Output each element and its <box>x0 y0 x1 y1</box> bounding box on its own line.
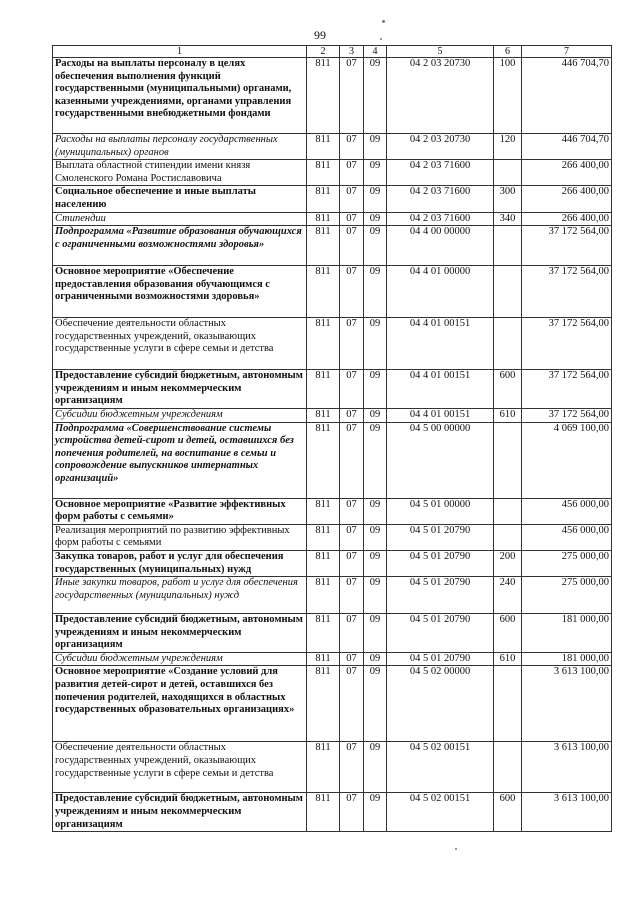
row-name: Подпрограмма «Развитие образования обучающихся с ограниченными возможностями здоровья» <box>53 226 307 266</box>
target-article-code: 04 5 01 20790 <box>387 652 494 666</box>
section-code: 07 <box>340 408 364 422</box>
amount: 456 000,00 <box>522 498 612 524</box>
ministry-code: 811 <box>307 614 340 653</box>
table-row <box>53 666 612 742</box>
ministry-code: 811 <box>307 58 340 134</box>
table-row <box>53 212 612 226</box>
table-row <box>53 524 612 550</box>
ministry-code: 811 <box>307 160 340 186</box>
section-code: 07 <box>340 742 364 793</box>
expense-type-code <box>494 226 522 266</box>
scan-speck <box>382 20 385 23</box>
amount: 446 704,70 <box>522 58 612 134</box>
target-article-code: 04 5 02 00000 <box>387 666 494 742</box>
table-row <box>53 318 612 370</box>
section-code: 07 <box>340 226 364 266</box>
ministry-code: 811 <box>307 422 340 498</box>
row-name: Основное мероприятие «Развитие эффективных форм работы с семьями» <box>53 498 307 524</box>
row-name: Расходы на выплаты персоналу государственных (муниципальных) органов <box>53 134 307 160</box>
section-code: 07 <box>340 134 364 160</box>
subsection-code: 09 <box>364 524 387 550</box>
table-row <box>53 266 612 318</box>
subsection-code: 09 <box>364 266 387 318</box>
section-code: 07 <box>340 652 364 666</box>
expense-type-code: 120 <box>494 134 522 160</box>
table-row <box>53 408 612 422</box>
section-code: 07 <box>340 793 364 832</box>
ministry-code: 811 <box>307 577 340 614</box>
target-article-code: 04 4 01 00151 <box>387 318 494 370</box>
ministry-code: 811 <box>307 134 340 160</box>
column-header: 5 <box>387 46 494 58</box>
row-name: Закупка товаров, работ и услуг для обеспечения государственных (муниципальных) нужд <box>53 550 307 576</box>
ministry-code: 811 <box>307 226 340 266</box>
ministry-code: 811 <box>307 550 340 576</box>
subsection-code: 09 <box>364 422 387 498</box>
target-article-code: 04 4 00 00000 <box>387 226 494 266</box>
expense-type-code: 600 <box>494 614 522 653</box>
amount: 3 613 100,00 <box>522 666 612 742</box>
row-name: Обеспечение деятельности областных государственных учреждений, оказывающих государственные услуги в сфере семьи и детства <box>53 742 307 793</box>
expense-type-code: 610 <box>494 408 522 422</box>
row-name: Предоставление субсидий бюджетным, автономным учреждениям и иным некоммерческим организациям <box>53 614 307 653</box>
target-article-code: 04 5 01 20790 <box>387 550 494 576</box>
table-row <box>53 577 612 614</box>
section-code: 07 <box>340 318 364 370</box>
table-row <box>53 793 612 832</box>
subsection-code: 09 <box>364 408 387 422</box>
table-row <box>53 652 612 666</box>
section-code: 07 <box>340 212 364 226</box>
expense-type-code <box>494 498 522 524</box>
table-row <box>53 422 612 498</box>
amount: 275 000,00 <box>522 550 612 576</box>
expense-type-code <box>494 742 522 793</box>
expense-type-code: 240 <box>494 577 522 614</box>
row-name: Субсидии бюджетным учреждениям <box>53 652 307 666</box>
amount: 275 000,00 <box>522 577 612 614</box>
section-code: 07 <box>340 577 364 614</box>
ministry-code: 811 <box>307 652 340 666</box>
target-article-code: 04 5 00 00000 <box>387 422 494 498</box>
amount: 456 000,00 <box>522 524 612 550</box>
amount: 4 069 100,00 <box>522 422 612 498</box>
ministry-code: 811 <box>307 524 340 550</box>
table-row <box>53 186 612 212</box>
subsection-code: 09 <box>364 652 387 666</box>
row-name: Предоставление субсидий бюджетным, автономным учреждениям и иным некоммерческим организациям <box>53 370 307 409</box>
target-article-code: 04 2 03 71600 <box>387 212 494 226</box>
amount: 3 613 100,00 <box>522 793 612 832</box>
amount: 3 613 100,00 <box>522 742 612 793</box>
ministry-code: 811 <box>307 318 340 370</box>
subsection-code: 09 <box>364 498 387 524</box>
subsection-code: 09 <box>364 742 387 793</box>
amount: 37 172 564,00 <box>522 318 612 370</box>
row-name: Выплата областной стипендии имени князя Смоленского Романа Ростиславовича <box>53 160 307 186</box>
row-name: Предоставление субсидий бюджетным, автономным учреждениям и иным некоммерческим организациям <box>53 793 307 832</box>
subsection-code: 09 <box>364 212 387 226</box>
subsection-code: 09 <box>364 666 387 742</box>
row-name: Субсидии бюджетным учреждениям <box>53 408 307 422</box>
amount: 37 172 564,00 <box>522 266 612 318</box>
expense-type-code: 100 <box>494 58 522 134</box>
expense-type-code: 610 <box>494 652 522 666</box>
row-name: Основное мероприятие «Создание условий для развития детей-сирот и детей, оставшихся без попечения родителей, находящихся в областных государственных образовательных организациях» <box>53 666 307 742</box>
table-row <box>53 134 612 160</box>
section-code: 07 <box>340 422 364 498</box>
expense-type-code <box>494 266 522 318</box>
table-row <box>53 370 612 409</box>
table-row <box>53 58 612 134</box>
section-code: 07 <box>340 666 364 742</box>
subsection-code: 09 <box>364 577 387 614</box>
amount: 266 400,00 <box>522 212 612 226</box>
page-number: 99 <box>314 28 326 42</box>
subsection-code: 09 <box>364 226 387 266</box>
target-article-code: 04 4 01 00000 <box>387 266 494 318</box>
target-article-code: 04 5 02 00151 <box>387 793 494 832</box>
row-name: Расходы на выплаты персоналу в целях обеспечения выполнения функций государственными (муниципальными) органами, казенными учреждениями, органами управления государственными внебюджетными фондами <box>53 58 307 134</box>
subsection-code: 09 <box>364 186 387 212</box>
row-name: Стипендии <box>53 212 307 226</box>
amount: 181 000,00 <box>522 652 612 666</box>
column-header: 3 <box>340 46 364 58</box>
amount: 446 704,70 <box>522 134 612 160</box>
column-header: 4 <box>364 46 387 58</box>
table-row <box>53 498 612 524</box>
target-article-code: 04 5 01 00000 <box>387 498 494 524</box>
amount: 266 400,00 <box>522 160 612 186</box>
ministry-code: 811 <box>307 266 340 318</box>
amount: 37 172 564,00 <box>522 226 612 266</box>
ministry-code: 811 <box>307 408 340 422</box>
section-code: 07 <box>340 614 364 653</box>
expense-type-code: 600 <box>494 370 522 409</box>
ministry-code: 811 <box>307 793 340 832</box>
table-row <box>53 160 612 186</box>
table-row <box>53 550 612 576</box>
expense-type-code <box>494 524 522 550</box>
expense-type-code <box>494 318 522 370</box>
subsection-code: 09 <box>364 550 387 576</box>
section-code: 07 <box>340 550 364 576</box>
row-name: Обеспечение деятельности областных государственных учреждений, оказывающих государственные услуги в сфере семьи и детства <box>53 318 307 370</box>
subsection-code: 09 <box>364 318 387 370</box>
expense-type-code: 340 <box>494 212 522 226</box>
ministry-code: 811 <box>307 186 340 212</box>
target-article-code: 04 5 01 20790 <box>387 614 494 653</box>
section-code: 07 <box>340 498 364 524</box>
amount: 266 400,00 <box>522 186 612 212</box>
subsection-code: 09 <box>364 370 387 409</box>
column-header: 2 <box>307 46 340 58</box>
section-code: 07 <box>340 524 364 550</box>
amount: 37 172 564,00 <box>522 408 612 422</box>
target-article-code: 04 2 03 71600 <box>387 186 494 212</box>
table-row <box>53 742 612 793</box>
column-header: 1 <box>53 46 307 58</box>
scan-speck <box>455 848 457 850</box>
ministry-code: 811 <box>307 666 340 742</box>
target-article-code: 04 2 03 71600 <box>387 160 494 186</box>
amount: 181 000,00 <box>522 614 612 653</box>
row-name: Социальное обеспечение и иные выплаты населению <box>53 186 307 212</box>
target-article-code: 04 5 01 20790 <box>387 577 494 614</box>
target-article-code: 04 2 03 20730 <box>387 58 494 134</box>
target-article-code: 04 5 01 20790 <box>387 524 494 550</box>
section-code: 07 <box>340 160 364 186</box>
expense-type-code: 300 <box>494 186 522 212</box>
budget-table <box>52 45 612 832</box>
row-name: Реализация мероприятий по развитию эффективных форм работы с семьями <box>53 524 307 550</box>
ministry-code: 811 <box>307 212 340 226</box>
row-name: Основное мероприятие «Обеспечение предоставления образования обучающимся с ограниченными возможностями здоровья» <box>53 266 307 318</box>
target-article-code: 04 4 01 00151 <box>387 370 494 409</box>
amount: 37 172 564,00 <box>522 370 612 409</box>
ministry-code: 811 <box>307 498 340 524</box>
scan-speck <box>380 38 382 40</box>
column-header: 7 <box>522 46 612 58</box>
column-header: 6 <box>494 46 522 58</box>
target-article-code: 04 4 01 00151 <box>387 408 494 422</box>
row-name: Иные закупки товаров, работ и услуг для обеспечения государственных (муниципальных) нужд <box>53 577 307 614</box>
target-article-code: 04 2 03 20730 <box>387 134 494 160</box>
expense-type-code <box>494 666 522 742</box>
table-row <box>53 614 612 653</box>
section-code: 07 <box>340 58 364 134</box>
section-code: 07 <box>340 370 364 409</box>
subsection-code: 09 <box>364 793 387 832</box>
subsection-code: 09 <box>364 614 387 653</box>
table-header-row <box>53 46 612 58</box>
expense-type-code: 600 <box>494 793 522 832</box>
expense-type-code: 200 <box>494 550 522 576</box>
expense-type-code <box>494 422 522 498</box>
subsection-code: 09 <box>364 160 387 186</box>
expense-type-code <box>494 160 522 186</box>
subsection-code: 09 <box>364 58 387 134</box>
table-row <box>53 226 612 266</box>
ministry-code: 811 <box>307 370 340 409</box>
target-article-code: 04 5 02 00151 <box>387 742 494 793</box>
subsection-code: 09 <box>364 134 387 160</box>
section-code: 07 <box>340 186 364 212</box>
section-code: 07 <box>340 266 364 318</box>
row-name: Подпрограмма «Совершенствование системы устройства детей-сирот и детей, оставшихся без попечения родителей, на воспитание в семьи и сопровождение выпускников интернатных организаций» <box>53 422 307 498</box>
ministry-code: 811 <box>307 742 340 793</box>
